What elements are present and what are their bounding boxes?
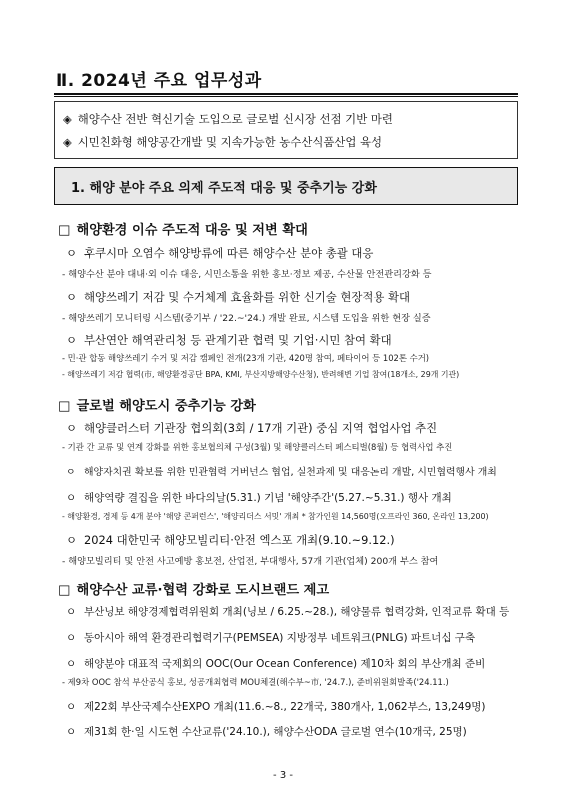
page-number: - 3 -	[273, 770, 293, 781]
list-item-text: 후쿠시마 오염수 해양방류에 따른 해양수산 분야 총괄 대응	[84, 246, 374, 260]
diamond-bullet-icon: ◈	[63, 135, 72, 149]
group-heading	[58, 395, 256, 414]
circle-bullet-icon: ㅇ	[66, 533, 78, 547]
summary-box	[54, 101, 518, 159]
group-heading-text: 해양환경 이슈 주도적 대응 및 저변 확대	[76, 223, 308, 238]
group-heading	[58, 579, 329, 598]
circle-bullet-icon: ㅇ	[66, 701, 77, 713]
list-item-text: 해양클러스터 기관장 협의회(3회 / 17개 기관) 중심 지역 협업사업 추진	[84, 421, 438, 435]
circle-bullet-icon: ㅇ	[66, 606, 77, 618]
list-item	[66, 699, 486, 714]
circle-bullet-icon: ㅇ	[66, 658, 77, 670]
sub-item: - 해양수산 분야 대내·외 이슈 대응, 시민소통을 위한 홍보·정보 제공, 수산물 안전관리강화 등	[62, 269, 432, 280]
list-item	[66, 289, 410, 305]
sub-item: - 민·관 합동 해양쓰레기 수거 및 저감 캠페인 전개(23개 기관, 420명 참여, 페타이어 등 102톤 수거)	[62, 353, 430, 363]
sub-item: - 해양쓰레기 저감 협력(市, 해양환경공단 BPA, KMI, 부산지방해양수산청), 반려해변 기업 참여(18개소, 29개 기관)	[62, 370, 460, 379]
list-item	[66, 245, 373, 261]
circle-bullet-icon: ㅇ	[66, 421, 78, 435]
list-item	[66, 630, 475, 645]
list-item	[66, 464, 497, 478]
summary-line	[63, 111, 393, 127]
list-item-text: 제22회 부산국제수산EXPO 개최(11.6.~8., 22개국, 380개사, 1,062부스, 13,249명)	[84, 701, 486, 713]
summary-line	[63, 134, 382, 150]
section-header	[54, 167, 518, 205]
sub-item: - 해양환경, 경제 등 4개 분야 '해양 콘퍼런스', '해양리더스 서밋' 개최 * 참가인원 14,560명(오프라인 360, 온라인 13,200)	[62, 512, 489, 521]
sub-item: - 기관 간 교류 및 연계 강화를 위한 홍보협의체 구성(3월) 및 해양클러스터 페스티벌(8월) 등 협력사업 추진	[62, 442, 453, 452]
square-bullet-icon: □	[58, 399, 71, 414]
square-bullet-icon: □	[58, 583, 71, 598]
list-item	[66, 490, 452, 505]
list-item-text: 해양자치권 확보를 위한 민관협력 거버넌스 협업, 실천과제 및 대응논리 개발, 시민협력행사 개최	[84, 467, 497, 478]
diamond-bullet-icon: ◈	[63, 112, 72, 126]
circle-bullet-icon: ㅇ	[66, 467, 76, 478]
list-item-text: 동아시아 해역 환경관리협력기구(PEMSEA) 지방정부 네트워크(PNLG) 파트너십 구축	[84, 632, 476, 644]
list-item-text: 해양쓰레기 저감 및 수거체계 효율화를 위한 신기술 현장적용 확대	[84, 290, 411, 304]
circle-bullet-icon: ㅇ	[66, 246, 78, 260]
circle-bullet-icon: ㅇ	[66, 726, 77, 738]
section-title: 1. 해양 분야 주요 의제 주도적 대응 및 중추기능 강화	[71, 181, 377, 196]
list-item-text: 부산닝보 해양경제협력위원회 개최(닝보 / 6.25.~28.), 해양물류 협력강화, 인적교류 확대 등	[84, 606, 510, 618]
circle-bullet-icon: ㅇ	[66, 333, 78, 347]
list-item	[66, 724, 467, 739]
circle-bullet-icon: ㅇ	[66, 632, 77, 644]
list-item-text: 2024 대한민국 해양모빌리티·안전 엑스포 개최(9.10.~9.12.)	[84, 533, 395, 547]
group-heading-text: 글로벌 해양도시 중추기능 강화	[76, 399, 256, 414]
group-heading	[58, 219, 308, 238]
list-item-text: 부산연안 해역관리청 등 관계기관 협력 및 기업·시민 참여 확대	[84, 333, 392, 347]
circle-bullet-icon: ㅇ	[66, 492, 77, 504]
title-underline	[54, 93, 518, 97]
circle-bullet-icon: ㅇ	[66, 290, 78, 304]
list-item	[66, 656, 485, 671]
page-title: Ⅱ. 2024년 주요 업무성과	[56, 71, 262, 91]
list-item-text: 제31회 한·일 시도현 수산교류('24.10.), 해양수산ODA 글로벌 연수(10개국, 25명)	[84, 726, 467, 738]
summary-text: 시민친화형 해양공간개발 및 지속가능한 농수산식품산업 육성	[77, 135, 382, 149]
list-item	[66, 332, 392, 348]
list-item	[66, 532, 395, 548]
square-bullet-icon: □	[58, 223, 71, 238]
group-heading-text: 해양수산 교류·협력 강화로 도시브랜드 제고	[76, 583, 330, 598]
list-item-text: 해양역량 결집을 위한 바다의날(5.31.) 기념 '해양주간'(5.27.~5.31.) 행사 개최	[84, 492, 452, 504]
sub-item: - 해양모빌리티 및 안전 사고예방 홍보전, 산업전, 부대행사, 57개 기관(업체) 200개 부스 참여	[62, 556, 439, 567]
list-item-text: 해양분야 대표적 국제회의 OOC(Our Ocean Conference) 제10차 회의 부산개최 준비	[84, 658, 486, 670]
sub-item: - 제9차 OOC 참석 부산공식 홍보, 성공개최협력 MOU체결(해수부~市, '24.7.), 준비위원회발족('24.11.)	[62, 677, 449, 687]
summary-text: 해양수산 전반 혁신기술 도입으로 글로벌 신시장 선점 기반 마련	[77, 112, 393, 126]
list-item	[66, 604, 509, 619]
list-item	[66, 420, 437, 436]
sub-item: - 해양쓰레기 모니터링 시스템(중기부 / '22.~'24.) 개발 완료, 시스템 도입을 위한 현장 실증	[62, 313, 431, 324]
